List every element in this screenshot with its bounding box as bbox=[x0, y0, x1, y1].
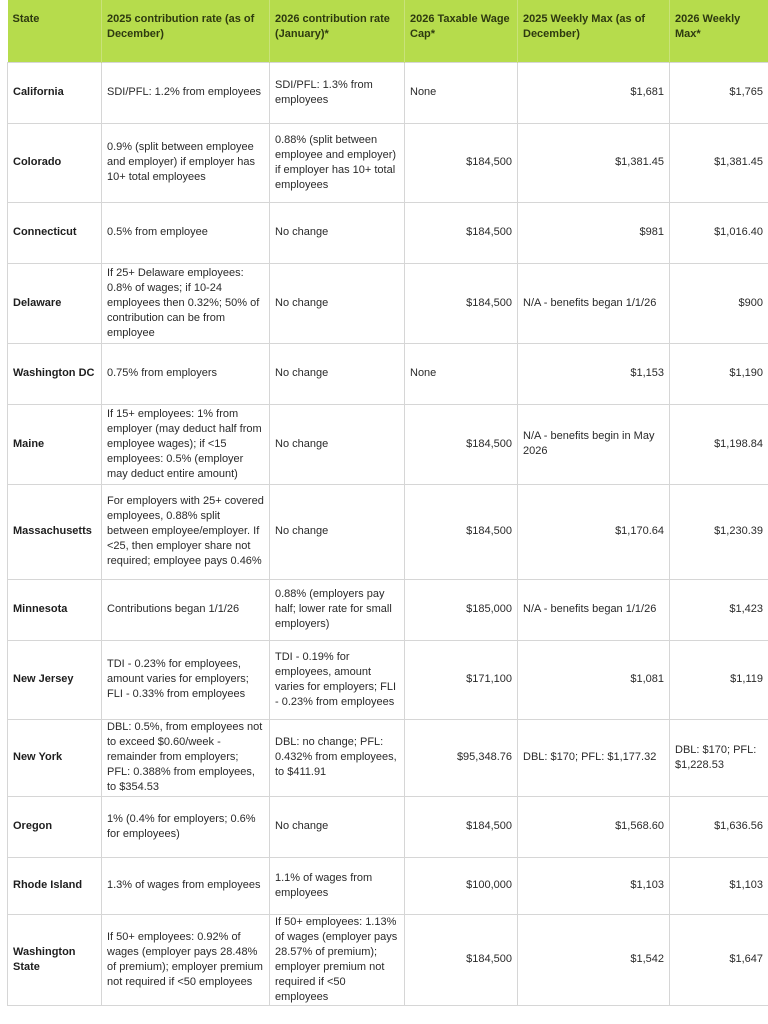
cell-rate-2025: If 25+ Delaware employees: 0.8% of wages; if 10-24 employees then 0.32%; 50% of contribution can be from employee bbox=[102, 263, 270, 343]
cell-state: Massachusetts bbox=[8, 484, 102, 579]
cell-rate-2026: No change bbox=[270, 404, 405, 484]
cell-rate-2026: If 50+ employees: 1.13% of wages (employer pays 28.57% of premium); employer premium not required if <50 employees bbox=[270, 914, 405, 1005]
cell-rate-2025: 0.5% from employee bbox=[102, 202, 270, 263]
cell-wage-cap: $95,348.76 bbox=[405, 719, 518, 796]
cell-max-2026: $900 bbox=[670, 263, 768, 343]
cell-max-2025: $1,103 bbox=[518, 857, 670, 914]
cell-rate-2025: SDI/PFL: 1.2% from employees bbox=[102, 62, 270, 123]
cell-wage-cap: $184,500 bbox=[405, 263, 518, 343]
header-rate-2026: 2026 contribution rate (January)* bbox=[270, 0, 405, 62]
cell-rate-2026: 1.1% of wages from employees bbox=[270, 857, 405, 914]
cell-max-2026: $1,765 bbox=[670, 62, 768, 123]
header-state: State bbox=[8, 0, 102, 62]
cell-rate-2026: No change bbox=[270, 796, 405, 857]
table-row bbox=[8, 719, 768, 796]
cell-max-2025: N/A - benefits begin in May 2026 bbox=[518, 404, 670, 484]
cell-max-2026: $1,636.56 bbox=[670, 796, 768, 857]
cell-max-2026: $1,198.84 bbox=[670, 404, 768, 484]
cell-rate-2025: 0.9% (split between employee and employer) if employer has 10+ total employees bbox=[102, 123, 270, 202]
table-row bbox=[8, 263, 768, 343]
header-rate-2025: 2025 contribution rate (as of December) bbox=[102, 0, 270, 62]
cell-state: New Jersey bbox=[8, 640, 102, 719]
cell-max-2025: DBL: $170; PFL: $1,177.32 bbox=[518, 719, 670, 796]
cell-rate-2025: If 15+ employees: 1% from employer (may deduct half from employee wages); if <15 employees: 0.5% (employer may deduct entire amount) bbox=[102, 404, 270, 484]
table-row bbox=[8, 857, 768, 914]
cell-rate-2025: If 50+ employees: 0.92% of wages (employer pays 28.48% of premium); employer premium not required if <50 employees bbox=[102, 914, 270, 1005]
table-row bbox=[8, 796, 768, 857]
table-row bbox=[8, 404, 768, 484]
cell-wage-cap: $184,500 bbox=[405, 202, 518, 263]
cell-max-2025: N/A - benefits began 1/1/26 bbox=[518, 263, 670, 343]
cell-state: New York bbox=[8, 719, 102, 796]
cell-max-2026: $1,230.39 bbox=[670, 484, 768, 579]
cell-max-2025: $1,681 bbox=[518, 62, 670, 123]
cell-rate-2026: No change bbox=[270, 484, 405, 579]
cell-state: Delaware bbox=[8, 263, 102, 343]
cell-rate-2026: 0.88% (split between employee and employer) if employer has 10+ total employees bbox=[270, 123, 405, 202]
cell-state: Minnesota bbox=[8, 579, 102, 640]
cell-rate-2026: DBL: no change; PFL: 0.432% from employees, to $411.91 bbox=[270, 719, 405, 796]
cell-state: Oregon bbox=[8, 796, 102, 857]
header-max-2025: 2025 Weekly Max (as of December) bbox=[518, 0, 670, 62]
cell-max-2026: $1,647 bbox=[670, 914, 768, 1005]
cell-wage-cap: $100,000 bbox=[405, 857, 518, 914]
cell-max-2025: $1,153 bbox=[518, 343, 670, 404]
cell-max-2025: $1,381.45 bbox=[518, 123, 670, 202]
cell-max-2026: $1,103 bbox=[670, 857, 768, 914]
table-row bbox=[8, 202, 768, 263]
contribution-rates-table bbox=[7, 0, 768, 1006]
cell-max-2026: DBL: $170; PFL: $1,228.53 bbox=[670, 719, 768, 796]
cell-max-2026: $1,016.40 bbox=[670, 202, 768, 263]
cell-state: Maine bbox=[8, 404, 102, 484]
cell-state: Colorado bbox=[8, 123, 102, 202]
cell-max-2025: $1,568.60 bbox=[518, 796, 670, 857]
cell-state: California bbox=[8, 62, 102, 123]
cell-wage-cap: $185,000 bbox=[405, 579, 518, 640]
cell-rate-2025: 0.75% from employers bbox=[102, 343, 270, 404]
cell-rate-2026: No change bbox=[270, 202, 405, 263]
cell-wage-cap: $184,500 bbox=[405, 484, 518, 579]
cell-max-2025: N/A - benefits began 1/1/26 bbox=[518, 579, 670, 640]
cell-rate-2025: 1% (0.4% for employers; 0.6% for employees) bbox=[102, 796, 270, 857]
cell-max-2026: $1,423 bbox=[670, 579, 768, 640]
cell-rate-2026: No change bbox=[270, 263, 405, 343]
cell-rate-2025: Contributions began 1/1/26 bbox=[102, 579, 270, 640]
cell-state: Washington DC bbox=[8, 343, 102, 404]
header-wage-cap: 2026 Taxable Wage Cap* bbox=[405, 0, 518, 62]
cell-rate-2026: 0.88% (employers pay half; lower rate for small employers) bbox=[270, 579, 405, 640]
table-row bbox=[8, 123, 768, 202]
cell-max-2025: $1,081 bbox=[518, 640, 670, 719]
cell-wage-cap: $184,500 bbox=[405, 796, 518, 857]
cell-wage-cap: None bbox=[405, 62, 518, 123]
header-row bbox=[8, 0, 768, 62]
cell-state: Connecticut bbox=[8, 202, 102, 263]
cell-rate-2026: SDI/PFL: 1.3% from employees bbox=[270, 62, 405, 123]
cell-max-2026: $1,381.45 bbox=[670, 123, 768, 202]
cell-wage-cap: None bbox=[405, 343, 518, 404]
table-row bbox=[8, 579, 768, 640]
cell-wage-cap: $184,500 bbox=[405, 123, 518, 202]
header-max-2026: 2026 Weekly Max* bbox=[670, 0, 768, 62]
cell-max-2026: $1,119 bbox=[670, 640, 768, 719]
table-body bbox=[8, 62, 768, 1005]
cell-rate-2025: For employers with 25+ covered employees, 0.88% split between employee/employer. If <25, then employer share not required; employee pays 0.46% bbox=[102, 484, 270, 579]
cell-max-2025: $981 bbox=[518, 202, 670, 263]
table-row bbox=[8, 484, 768, 579]
cell-state: Rhode Island bbox=[8, 857, 102, 914]
cell-rate-2026: No change bbox=[270, 343, 405, 404]
table-header bbox=[8, 0, 768, 62]
cell-wage-cap: $184,500 bbox=[405, 404, 518, 484]
cell-max-2025: $1,542 bbox=[518, 914, 670, 1005]
cell-wage-cap: $184,500 bbox=[405, 914, 518, 1005]
cell-state: Washington State bbox=[8, 914, 102, 1005]
table-row bbox=[8, 62, 768, 123]
cell-max-2025: $1,170.64 bbox=[518, 484, 670, 579]
cell-rate-2026: TDI - 0.19% for employees, amount varies for employers; FLI - 0.23% from employees bbox=[270, 640, 405, 719]
cell-rate-2025: DBL: 0.5%, from employees not to exceed $0.60/week - remainder from employers; PFL: 0.388% from employees, to $354.53 bbox=[102, 719, 270, 796]
table-row bbox=[8, 343, 768, 404]
table-row bbox=[8, 914, 768, 1005]
cell-wage-cap: $171,100 bbox=[405, 640, 518, 719]
table-row bbox=[8, 640, 768, 719]
cell-rate-2025: 1.3% of wages from employees bbox=[102, 857, 270, 914]
cell-max-2026: $1,190 bbox=[670, 343, 768, 404]
cell-rate-2025: TDI - 0.23% for employees, amount varies for employers; FLI - 0.33% from employees bbox=[102, 640, 270, 719]
